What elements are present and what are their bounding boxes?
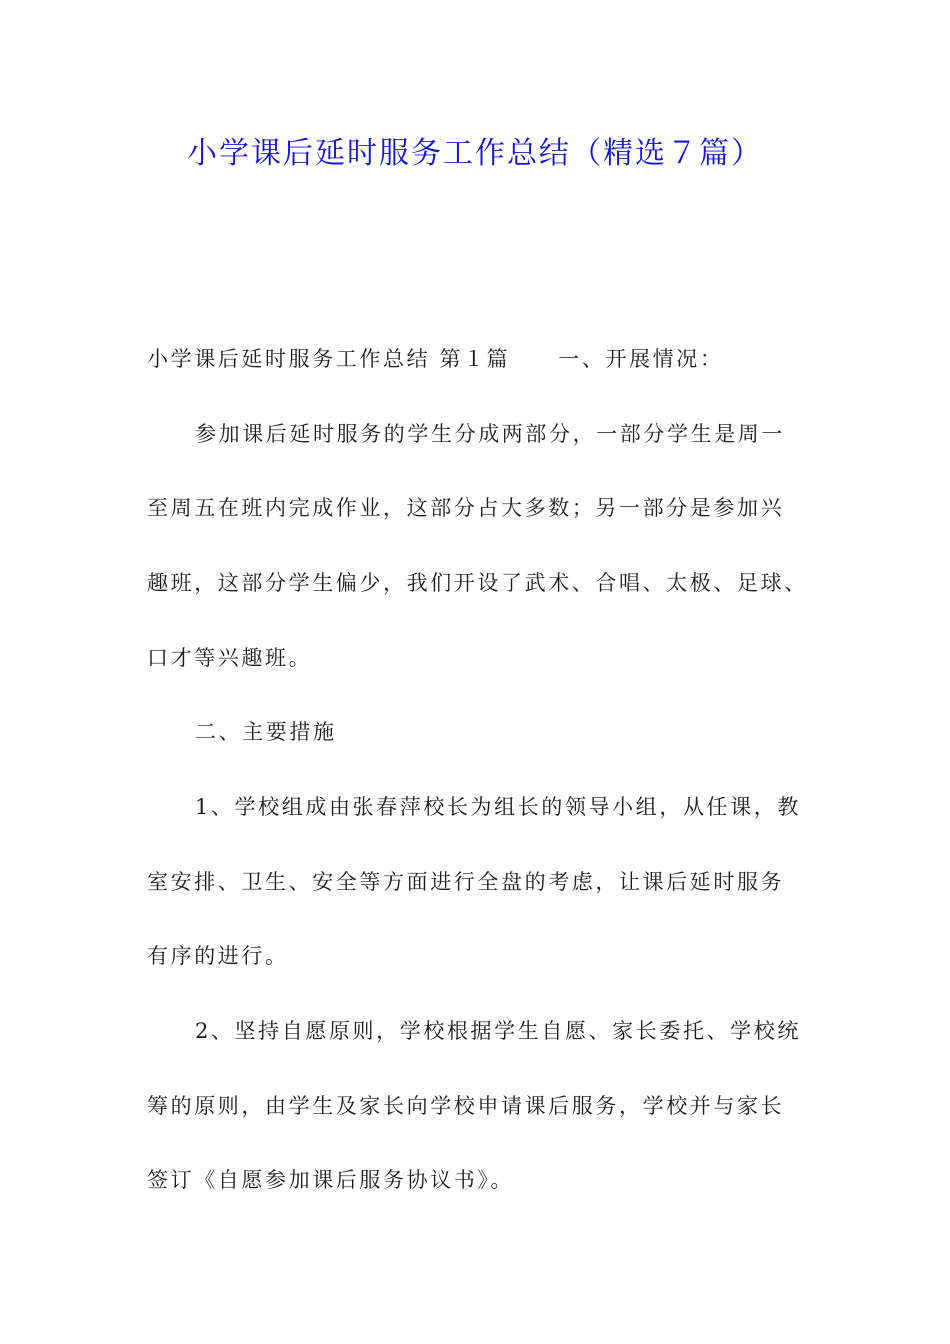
- document-title: 小学课后延时服务工作总结（精选７篇）: [187, 136, 763, 171]
- section-heading-line: [147, 343, 723, 375]
- section-heading-1: 一、开展情况：: [558, 347, 724, 371]
- paragraph-line: 口才等兴趣班。: [147, 646, 313, 670]
- paragraph-line: 1、学校组成由张春萍校长为组长的领导小组，从任课，教: [195, 795, 801, 819]
- article-heading: 小学课后延时服务工作总结 第１篇: [147, 347, 511, 371]
- paragraph-line: 签订《自愿参加课后服务协议书》。: [147, 1168, 515, 1192]
- section-heading-2: 二、主要措施: [195, 720, 337, 744]
- paragraph-line: 室安排、卫生、安全等方面进行全盘的考虑，让课后延时服务: [147, 870, 785, 894]
- paragraph-line: 参加课后延时服务的学生分成两部分，一部分学生是周一: [195, 422, 785, 446]
- paragraph-line: 筹的原则，由学生及家长向学校申请课后服务，学校并与家长: [147, 1094, 785, 1118]
- paragraph-line: 至周五在班内完成作业，这部分占大多数；另一部分是参加兴: [147, 496, 785, 520]
- paragraph-line: 趣班，这部分学生偏少，我们开设了武术、合唱、太极、足球、: [147, 571, 808, 595]
- paragraph-line: 2、坚持自愿原则，学校根据学生自愿、家长委托、学校统: [195, 1019, 801, 1043]
- paragraph-line: 有序的进行。: [147, 944, 289, 968]
